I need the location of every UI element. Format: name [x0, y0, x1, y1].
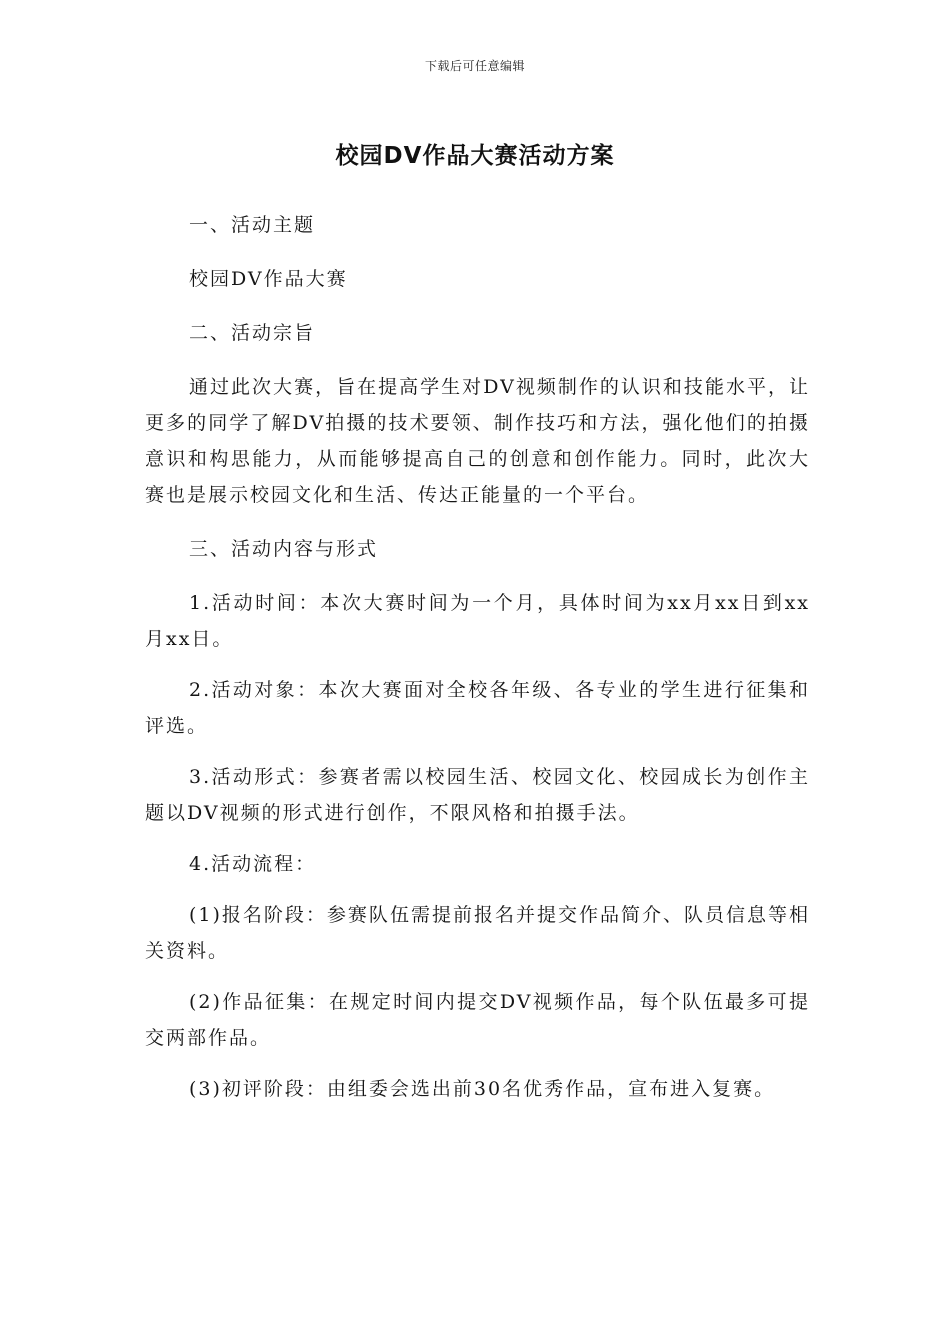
section-heading-content: 三、活动内容与形式 [189, 538, 379, 560]
paragraph-purpose: 通过此次大赛，旨在提高学生对DV视频制作的认识和技能水平，让更多的同学了解DV拍摄的技术要领、制作技巧和方法，强化他们的拍摄意识和构思能力，从而能够提高自己的创意和创作能力。同时，此次大赛也是展示校园文化和生活、传达正能量的一个平台。 [145, 376, 810, 506]
paragraph-preliminary: (3)初评阶段：由组委会选出前30名优秀作品，宣布进入复赛。 [189, 1078, 776, 1100]
paragraph-process-heading: 4.活动流程： [189, 853, 317, 875]
document-title: 校园DV作品大赛活动方案 [335, 143, 615, 169]
header-note: 下载后可任意编辑 [424, 59, 525, 73]
section-heading-theme: 一、活动主题 [189, 214, 316, 236]
paragraph-form: 3.活动形式：参赛者需以校园生活、校园文化、校园成长为创作主题以DV视频的形式进行创作，不限风格和拍摄手法。 [145, 766, 810, 824]
paragraph-theme: 校园DV作品大赛 [189, 268, 348, 290]
paragraph-time: 1.活动时间：本次大赛时间为一个月，具体时间为xx月xx日到xx月xx日。 [145, 592, 810, 650]
section-heading-purpose: 二、活动宗旨 [189, 322, 316, 344]
paragraph-collection: (2)作品征集：在规定时间内提交DV视频作品，每个队伍最多可提交两部作品。 [145, 991, 810, 1049]
document-body [145, 207, 810, 1107]
paragraph-registration: (1)报名阶段：参赛队伍需提前报名并提交作品简介、队员信息等相关资料。 [145, 904, 810, 962]
paragraph-target: 2.活动对象：本次大赛面对全校各年级、各专业的学生进行征集和评选。 [145, 679, 810, 737]
